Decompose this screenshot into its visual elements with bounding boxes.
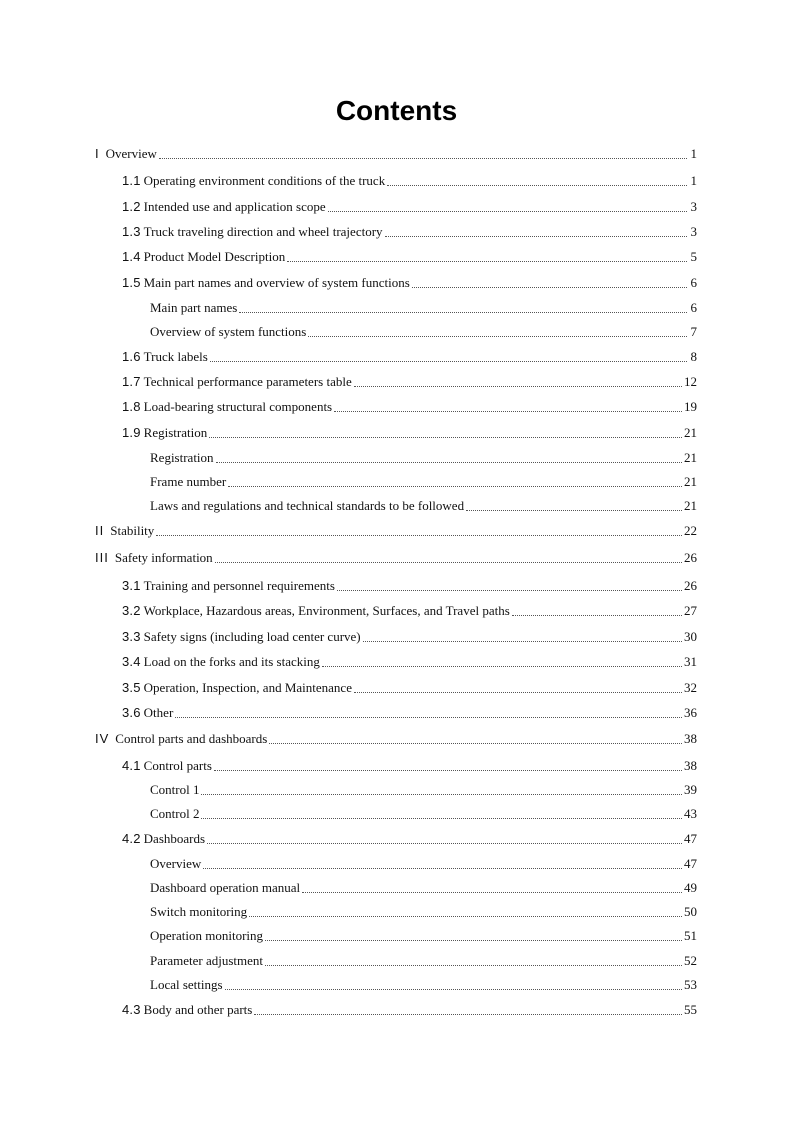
dot-leader	[201, 817, 682, 819]
toc-entry-label: Safety information	[114, 550, 213, 565]
toc-entry[interactable]	[122, 601, 697, 621]
toc-entry[interactable]	[122, 652, 697, 672]
toc-entry[interactable]	[95, 548, 697, 568]
toc-entry[interactable]	[122, 756, 697, 776]
toc-entry-label: Product Model Description	[143, 249, 286, 264]
toc-entry-label: Truck traveling direction and wheel trajectory	[143, 224, 383, 239]
toc-entry[interactable]	[122, 423, 697, 443]
toc-entry-label: Operation, Inspection, and Maintenance	[143, 680, 352, 695]
toc-entry-number: 1.7	[122, 374, 141, 389]
toc-entry[interactable]	[122, 247, 697, 267]
toc-entry[interactable]	[122, 397, 697, 417]
toc-entry[interactable]	[122, 372, 697, 392]
toc-entry[interactable]	[95, 729, 697, 749]
toc-entry[interactable]	[122, 347, 697, 367]
toc-entry-page-number: 36	[684, 705, 697, 720]
toc-entry-page-number: 52	[684, 953, 697, 968]
toc-entry-page-number: 47	[684, 856, 697, 871]
toc-entry[interactable]	[150, 902, 697, 922]
dot-leader	[269, 742, 682, 744]
toc-entry-number: 3.4	[122, 654, 141, 669]
toc-entry[interactable]	[122, 273, 697, 293]
toc-entry-label: Switch monitoring	[150, 904, 248, 919]
toc-entry-page-number: 38	[684, 731, 697, 746]
dot-leader	[412, 286, 687, 288]
toc-entry[interactable]	[122, 678, 697, 698]
toc-entry-page-number: 3	[690, 199, 697, 214]
toc-entry[interactable]	[122, 171, 697, 191]
toc-entry-label: Control 2	[150, 806, 200, 821]
toc-entry-label: Dashboards	[143, 831, 206, 846]
dot-leader	[228, 485, 682, 487]
dot-leader	[225, 988, 682, 990]
toc-entry-page-number: 1	[690, 173, 697, 188]
toc-entry-label: Dashboard operation manual	[150, 880, 301, 895]
toc-entry[interactable]	[150, 951, 697, 971]
toc-entry-page-number: 39	[684, 782, 697, 797]
toc-entry-number: 1.9	[122, 425, 141, 440]
toc-entry[interactable]	[150, 472, 697, 492]
toc-entry-number: 4.2	[122, 831, 141, 846]
dot-leader	[322, 665, 682, 667]
toc-entry-page-number: 8	[690, 349, 697, 364]
toc-entry-label: Other	[143, 705, 174, 720]
toc-entry-page-number: 3	[690, 224, 697, 239]
toc-entry[interactable]	[150, 496, 697, 516]
toc-entry-number: IV	[95, 731, 110, 746]
toc-entry-page-number: 53	[684, 977, 697, 992]
toc-entry-page-number: 21	[684, 498, 697, 513]
toc-entry-page-number: 5	[690, 249, 697, 264]
toc-entry-number: 1.8	[122, 399, 141, 414]
dot-leader	[201, 793, 682, 795]
toc-entry-label: Overview of system functions	[150, 324, 307, 339]
toc-entry-page-number: 31	[684, 654, 697, 669]
toc-entry-page-number: 1	[690, 146, 697, 161]
toc-entry-page-number: 55	[684, 1002, 697, 1017]
toc-entry-number: 4.1	[122, 758, 141, 773]
toc-entry[interactable]	[150, 780, 697, 800]
dot-leader	[512, 614, 682, 616]
toc-entry-label: Safety signs (including load center curve)	[143, 629, 361, 644]
dot-leader	[249, 915, 682, 917]
toc-entry-number: 4.3	[122, 1002, 141, 1017]
toc-entry[interactable]	[150, 298, 697, 318]
dot-leader	[159, 157, 687, 159]
page-title: Contents	[335, 95, 458, 126]
dot-leader	[254, 1013, 682, 1015]
toc-entry[interactable]	[150, 975, 697, 995]
toc-entry[interactable]	[150, 448, 697, 468]
toc-entry-page-number: 51	[684, 928, 697, 943]
toc-entry-label: Registration	[143, 425, 208, 440]
toc-entry-number: 1.4	[122, 249, 141, 264]
toc-entry-label: Control parts and dashboards	[115, 731, 268, 746]
toc-entry-number: 3.2	[122, 603, 141, 618]
toc-entry[interactable]	[150, 804, 697, 824]
toc-entry-page-number: 6	[690, 300, 697, 315]
dot-leader	[354, 385, 682, 387]
dot-leader	[308, 335, 687, 337]
toc-entry-page-number: 38	[684, 758, 697, 773]
toc-entry-page-number: 27	[684, 603, 697, 618]
toc-entry-number: 1.2	[122, 199, 141, 214]
toc-entry-number: 1.5	[122, 275, 141, 290]
toc-entry-number: 3.1	[122, 578, 141, 593]
toc-entry[interactable]	[122, 703, 697, 723]
toc-entry-label: Control parts	[143, 758, 212, 773]
toc-entry-page-number: 26	[684, 578, 697, 593]
toc-entry[interactable]	[150, 926, 697, 946]
toc-entry-number: 3.3	[122, 629, 141, 644]
toc-entry-label: Local settings	[150, 977, 223, 992]
toc-entry-page-number: 30	[684, 629, 697, 644]
toc-entry-page-number: 6	[690, 275, 697, 290]
toc-entry[interactable]	[122, 1000, 697, 1020]
toc-entry-number: III	[95, 550, 109, 565]
dot-leader	[302, 891, 682, 893]
dot-leader	[363, 640, 682, 642]
dot-leader	[265, 964, 682, 966]
toc-entry-label: Laws and regulations and technical standards to be followed	[150, 498, 465, 513]
dot-leader	[175, 716, 682, 718]
toc-entry-page-number: 26	[684, 550, 697, 565]
toc-entry-label: Intended use and application scope	[143, 199, 326, 214]
toc-entry-label: Parameter adjustment	[150, 953, 263, 968]
dot-leader	[156, 534, 682, 536]
dot-leader	[209, 436, 682, 438]
toc-entry-label: Main part names and overview of system functions	[143, 275, 410, 290]
toc-entry-page-number: 21	[684, 450, 697, 465]
toc-entry-page-number: 21	[684, 474, 697, 489]
toc-entry-number: II	[95, 523, 105, 538]
toc-entry[interactable]	[122, 197, 697, 217]
toc-entry-number: 3.6	[122, 705, 141, 720]
dot-leader	[215, 561, 682, 563]
toc-entry[interactable]	[150, 854, 697, 874]
toc-entry-label: Control 1	[150, 782, 200, 797]
dot-leader	[328, 210, 687, 212]
toc-entry-label: Frame number	[150, 474, 227, 489]
toc-entry-page-number: 21	[684, 425, 697, 440]
toc-entry-label: Stability	[110, 523, 155, 538]
toc-entry-page-number: 19	[684, 399, 697, 414]
toc-entry-label: Overview	[105, 146, 157, 161]
dot-leader	[354, 691, 682, 693]
toc-entry-label: Main part names	[150, 300, 238, 315]
toc-entry-label: Load-bearing structural components	[143, 399, 333, 414]
dot-leader	[387, 184, 687, 186]
dot-leader	[214, 769, 682, 771]
toc-entry-label: Workplace, Hazardous areas, Environment, Surfaces, and Travel paths	[143, 603, 510, 618]
toc-entry-label: Operation monitoring	[150, 928, 264, 943]
dot-leader	[210, 360, 687, 362]
toc-entry-page-number: 22	[684, 523, 697, 538]
toc-entry-page-number: 12	[684, 374, 697, 389]
toc-entry[interactable]	[95, 144, 697, 164]
toc-entry[interactable]	[95, 521, 697, 541]
dot-leader	[337, 589, 682, 591]
toc-entry-page-number: 50	[684, 904, 697, 919]
dot-leader	[385, 235, 687, 237]
dot-leader	[203, 867, 682, 869]
toc-entry-page-number: 47	[684, 831, 697, 846]
toc-entry-label: Overview	[150, 856, 202, 871]
toc-entry-label: Registration	[150, 450, 214, 465]
toc-entry-label: Operating environment conditions of the truck	[143, 173, 386, 188]
toc-entry-page-number: 32	[684, 680, 697, 695]
toc-entry-number: 3.5	[122, 680, 141, 695]
toc-entry-label: Truck labels	[143, 349, 208, 364]
toc-entry-label: Technical performance parameters table	[143, 374, 352, 389]
dot-leader	[265, 939, 682, 941]
dot-leader	[334, 410, 682, 412]
dot-leader	[207, 842, 682, 844]
toc-entry-number: I	[95, 146, 100, 161]
toc-entry-page-number: 43	[684, 806, 697, 821]
toc-entry[interactable]	[122, 627, 697, 647]
toc-entry-label: Training and personnel requirements	[143, 578, 335, 593]
toc-entry-number: 1.6	[122, 349, 141, 364]
toc-entry[interactable]	[122, 222, 697, 242]
toc-entry-label: Load on the forks and its stacking	[143, 654, 320, 669]
toc-entry-number: 1.3	[122, 224, 141, 239]
toc-entry[interactable]	[150, 322, 697, 342]
toc-entry[interactable]	[122, 829, 697, 849]
toc-entry[interactable]	[150, 878, 697, 898]
toc-entry[interactable]	[122, 576, 697, 596]
dot-leader	[216, 461, 682, 463]
toc-entry-page-number: 7	[690, 324, 697, 339]
toc-entry-page-number: 49	[684, 880, 697, 895]
dot-leader	[466, 509, 682, 511]
toc-entry-number: 1.1	[122, 173, 141, 188]
toc-entry-label: Body and other parts	[143, 1002, 253, 1017]
dot-leader	[239, 311, 687, 313]
dot-leader	[287, 260, 687, 262]
